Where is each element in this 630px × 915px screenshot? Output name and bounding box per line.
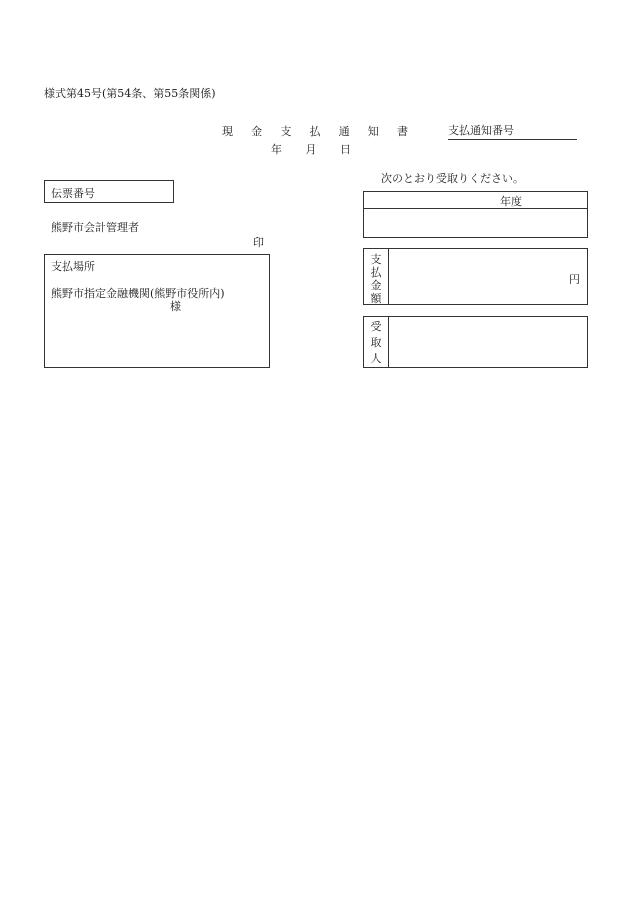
payment-place-box: [44, 254, 270, 368]
recipient-box[interactable]: [363, 316, 588, 368]
title-char: 通: [338, 125, 350, 138]
payment-amount-label: [364, 249, 389, 304]
form-number: 様式第45号(第54条、第55条関係): [44, 87, 216, 100]
slip-number-field[interactable]: [44, 180, 174, 203]
date-year: 年: [271, 143, 282, 156]
title-char: 支: [280, 125, 292, 138]
side-char: 金: [370, 279, 382, 292]
title-char: 払: [309, 125, 321, 138]
side-char: 受: [370, 320, 382, 333]
fiscal-year-label: 年度: [500, 195, 522, 208]
date-month: 月: [305, 143, 317, 156]
document-title: [222, 123, 408, 139]
title-char: 知: [367, 125, 379, 138]
instruction-text: 次のとおり受取りください。: [381, 172, 524, 185]
payment-place-label: 支払場所: [51, 260, 95, 273]
side-char: 人: [370, 352, 382, 365]
title-char: 現: [222, 125, 233, 138]
date-day: 日: [340, 143, 351, 156]
cashier-name: 熊野市会計管理者: [51, 221, 139, 234]
slip-number-label: 伝票番号: [51, 187, 95, 200]
payment-notice-number-field[interactable]: 支払通知番号: [448, 122, 577, 140]
side-char: 払: [370, 266, 382, 279]
side-char: 支: [370, 253, 382, 266]
title-char: 金: [251, 125, 263, 138]
side-char: 額: [370, 292, 382, 305]
bank-name: 熊野市指定金融機関(熊野市役所内): [51, 287, 225, 300]
honorific: 様: [170, 300, 181, 313]
date-line: [271, 141, 351, 157]
yen-unit: 円: [569, 273, 580, 286]
seal-mark: 印: [253, 236, 264, 249]
payment-amount-box[interactable]: [363, 248, 588, 305]
fiscal-year-header: [364, 192, 587, 209]
fiscal-year-box[interactable]: [363, 191, 588, 238]
side-char: 取: [370, 336, 382, 349]
recipient-label: [364, 317, 389, 367]
title-char: 書: [396, 125, 408, 138]
